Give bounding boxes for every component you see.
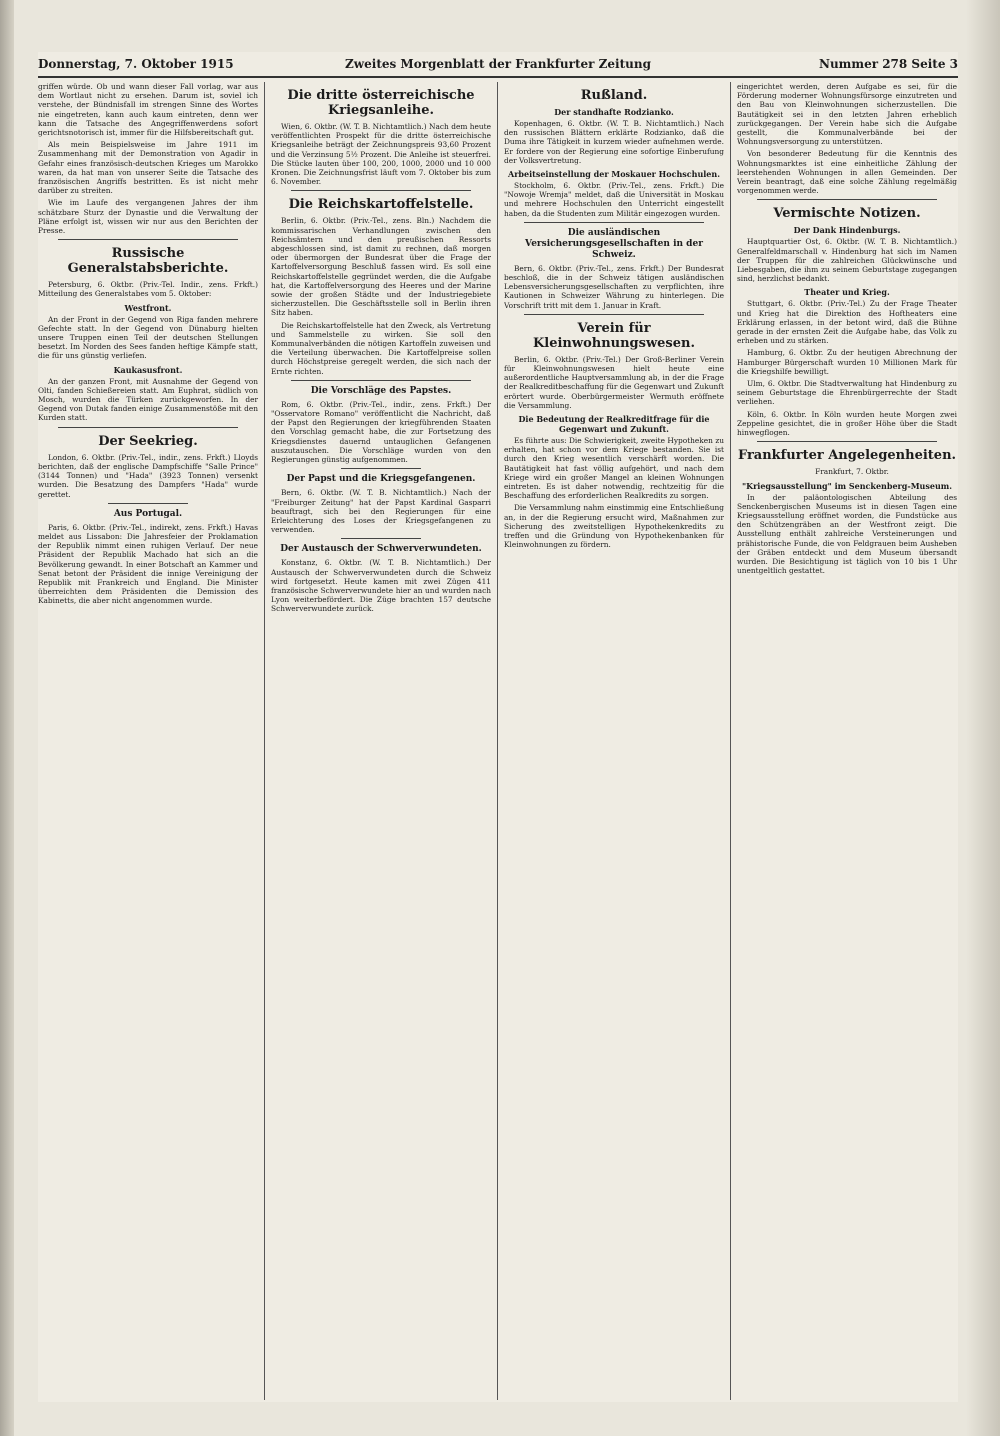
masthead (38, 52, 958, 78)
article-text: Stuttgart, 6. Oktbr. (Priv.-Tel.) Zu der Frage Theater und Krieg hat die Direktion des Hoftheaters eine Erklärung erlassen, in der betont wird, daß die Bühne gerade in der ernsten Zeit die Aufgabe habe, das Volk zu erheben und zu stärken. (737, 299, 957, 346)
article-heading: Der Austausch der Schwerverwundeten. (280, 544, 482, 555)
divider (108, 503, 188, 504)
article-text: Als mein Beispielsweise im Jahre 1911 im Zusammenhang mit der Demonstration von Agadir in Gefahr eines französisch-deutschen Krieges um Marokko waren, da hat man von unserer Seite die Tatsache des französischen Angriffs bestritten. Es ist nicht mehr darüber zu streiten. (38, 140, 258, 196)
article-text: eingerichtet werden, deren Aufgabe es sei, für die Förderung moderner Wohnungsfürsorge einzutreten und den Bau von Kleinwohnungen sicherzustellen. Die Bautätigkeit sei in den letzten Jahren erheblich zurückgegangen. Der Verein habe sich die Aufgabe gestellt, die Kommunalverbände bei der Wohnungsversorgung zu unterstützen. (737, 82, 957, 147)
masthead-date: Donnerstag, 7. Oktober 1915 (38, 57, 234, 71)
page-edge (966, 0, 1000, 1436)
divider (757, 441, 937, 442)
divider (58, 239, 238, 240)
article-heading: Der Papst und die Kriegsgefangenen. (286, 474, 476, 485)
column-1 (38, 82, 258, 1400)
article-text: Von besonderer Bedeutung für die Kenntnis des Wohnungsmarktes ist eine einheitliche Zählung der leerstehenden Wohnungen in allen Gemeinden. Der Verein beantragt, daß eine solche Zählung regelmäßig vorgenommen werde. (737, 149, 957, 196)
article-text: Die Versammlung nahm einstimmig eine Entschließung an, in der die Regierung ersucht wird, Maßnahmen zur Sicherung des zweitstelligen Hypothekenkredits zu treffen und die Gründung von Hypothekenbanken für Kleinwohnungen zu fördern. (504, 503, 724, 550)
dateline: Petersburg, 6. Oktbr. (Priv.-Tel. Indir., zens. Frkft.) Mitteilung des Generalstabes vom 5. Oktober: (38, 280, 258, 299)
article-text: Es führte aus: Die Schwierigkeit, zweite Hypotheken zu erhalten, hat schon vor dem Kriege bestanden. Sie ist durch den Krieg wesentlich verschärft worden. Die Bautätigkeit hat fast völlig aufgehört, und nach dem Kriege wird ein großer Mangel an kleinen Wohnungen eintreten. Es ist daher notwendig, rechtzeitig für die Beschaffung des erforderlichen Realkredits zu sorgen. (504, 436, 724, 501)
article-text: Stockholm, 6. Oktbr. (Priv.-Tel., zens. Frkft.) Die "Nowoje Wremja" meldet, daß die Universität in Moskau und mehrere Hochschulen den Unterricht eingestellt haben, da die Studenten zum Militär eingezogen wurden. (504, 181, 724, 218)
article-text: Hamburg, 6. Oktbr. Zu der heutigen Abrechnung der Hamburger Bürgerschaft wurden 10 Millionen Mark für die Kriegshilfe bewilligt. (737, 348, 957, 376)
article-heading: Vermischte Notizen. (773, 206, 921, 222)
divider (291, 380, 471, 381)
article-heading: Der Seekrieg. (98, 433, 198, 449)
column-rule (264, 82, 265, 1400)
article-heading: Frankfurter Angelegenheiten. (737, 448, 957, 464)
article-heading: Die Vorschläge des Papstes. (310, 385, 452, 396)
divider (524, 314, 704, 315)
article-heading: Rußland. (580, 88, 648, 103)
column-rule (730, 82, 731, 1400)
column-3 (504, 82, 724, 1400)
article-text: Kopenhagen, 6. Oktbr. (W. T. B. Nichtamtlich.) Nach den russischen Blättern erklärte Rodzianko, daß die Duma ihre Tätigkeit in kurzem wieder aufnehmen werde. Er fordere von der Regierung eine sofortige Einberufung der Volksvertretung. (504, 119, 724, 165)
column-2 (271, 82, 491, 1400)
newspaper-page (38, 52, 958, 1402)
masthead-title: Zweites Morgenblatt der Frankfurter Zeitung (345, 57, 651, 71)
column-4 (737, 82, 957, 1400)
section-subheading: Die Bedeutung der Realkreditfrage für die Gegenwart und Zukunft. (518, 414, 710, 435)
article-text: London, 6. Oktbr. (Priv.-Tel., indir., zens. Frkft.) Lloyds berichten, daß der englische Dampfschiffe "Salle Prince" (3144 Tonnen) und "Hada" (3923 Tonnen) versenkt wurden. Die Besatzung des Dampfers "Hada" wurde gerettet. (38, 452, 258, 499)
section-subheading: Arbeitseinstellung der Moskauer Hochschulen. (508, 169, 720, 180)
article-text: Bern, 6. Oktbr. (W. T. B. Nichtamtlich.) Nach der "Freiburger Zeitung" hat der Papst Kardinal Gasparri beauftragt, sich bei den Regierungen für eine Erleichterung des Loses der Kriegsgefangenen zu verwenden. (271, 488, 491, 535)
article-heading: Verein für Kleinwohnungswesen. (532, 320, 695, 351)
article-text: Paris, 6. Oktbr. (Priv.-Tel., indirekt, zens. Frkft.) Havas meldet aus Lissabon: Die Jahresfeier der Proklamation der Republik nimmt einen ruhigen Verlauf. Der neue Präsident der Republik Machado hat sich an die Bevölkerung gewandt. In einer Botschaft an Kammer und Senat betont der Präsident die innige Vereinigung der Republik mit Frankreich und England. Die Minister überreichten dem Präsidenten die Demission des Kabinetts, die aber nicht angenommen wurde. (38, 522, 258, 606)
article-heading: Aus Portugal. (113, 508, 183, 519)
article-heading: Die Reichskartoffelstelle. (288, 197, 474, 213)
book-spine (0, 0, 14, 1436)
section-subheading: Kaukasusfront. (113, 364, 183, 375)
article-text: Berlin, 6. Oktbr. (Priv.-Tel., zens. Bln.) Nachdem die kommissarischen Verhandlungen zwischen den Reichsämtern und den preußischen Ressorts abgeschlossen sind, ist damit zu rechnen, daß morgen oder übermorgen der Bundesrat über die Frage der Kartoffelversorgung Beschluß fassen wird. Es soll eine Reichskartoffelstelle gegründet werden, die die Aufgabe hat, die Kartoffelversorgung des Heeres und der Marine sowie der großen Städte und der Industriegebiete sicherzustellen. Die Geschäftsstelle soll in Berlin ihren Sitz haben. (271, 216, 491, 318)
divider (341, 468, 421, 469)
divider (757, 199, 937, 200)
article-text: Wie im Laufe des vergangenen Jahres der ihm schätzbare Sturz der Dynastie und die Verwaltung der Pläne erfolgt ist, wissen wir nur aus den Berichten der Presse. (38, 198, 258, 236)
section-subheading: Westfront. (124, 302, 172, 313)
article-text: Wien, 6. Oktbr. (W. T. B. Nichtamtlich.) Nach dem heute veröffentlichten Prospekt für die dritte österreichische Kriegsanleihe beträgt der Zeichnungspreis 93,60 Prozent und die Verzinsung 5½ Prozent. Die Anleihe ist steuerfrei. Die Stücke lauten über 100, 200, 1000, 2000 und 10 000 Kronen. Die Zeichnungsfrist läuft vom 7. Oktober bis zum 6. November. (271, 122, 491, 187)
article-text: Rom, 6. Oktbr. (Priv.-Tel., indir., zens. Frkft.) Der "Osservatore Romano" veröffentlicht die Nachricht, daß der Papst den Regierungen der kriegführenden Staaten den Vorschlag gemacht habe, die zur Fortsetzung des Kriegsdienstes dauernd untauglichen Gefangenen auszutauschen. Die Vorschläge wurden von den Regierungen günstig aufgenommen. (271, 399, 491, 465)
masthead-page-number: Nummer 278 Seite 3 (818, 57, 958, 71)
dateline: Frankfurt, 7. Oktbr. (815, 467, 889, 477)
article-text: Hauptquartier Ost, 6. Oktbr. (W. T. B. Nichtamtlich.) Generalfeldmarschall v. Hindenburg hat sich im Namen der Truppen für die zahlreichen Glückwünsche und Liebesgaben, die ihm zu seinem Geburtstage zugegangen sind, herzlichst bedankt. (737, 237, 957, 284)
article-heading: Die ausländischen Versicherungsgesellschaften in der Schweiz. (525, 227, 703, 260)
article-heading: Russische Generalstabsberichte. (67, 246, 229, 277)
section-subheading: Theater und Krieg. (804, 287, 890, 298)
article-text: Ulm, 6. Oktbr. Die Stadtverwaltung hat Hindenburg zu seinem Geburtstage die Ehrenbürgerrechte der Stadt verliehen. (737, 379, 957, 407)
article-text: Bern, 6. Oktbr. (Priv.-Tel., zens. Frkft.) Der Bundesrat beschloß, die in der Schweiz tätigen ausländischen Lebensversicherungsgesellschaften zu verpflichten, ihre Kautionen in Schweizer Währung zu hinterlegen. Die Vorschrift tritt mit dem 1. Januar in Kraft. (504, 263, 724, 310)
divider (291, 190, 471, 191)
article-text: Die Reichskartoffelstelle hat den Zweck, als Vertretung und Sammelstelle zu wirken. Sie soll den Kommunalverbänden die nötigen Kartoffeln zuweisen und die Verteilung überwachen. Die Kartoffelpreise sollen durch Höchstpreise geregelt werden, die sich nach der Ernte richten. (271, 320, 491, 376)
divider (524, 222, 704, 223)
section-subheading: Der Dank Hindenburgs. (793, 225, 901, 236)
article-text: In der paläontologischen Abteilung des Senckenbergischen Museums ist in diesen Tagen eine Kriegsausstellung eröffnet worden, die Fundstücke aus den Schützengräben an der Westfront zeigt. Die Ausstellung enthält zahlreiche Versteinerungen und prähistorische Funde, die von Feldgrauen beim Ausheben der Gräben entdeckt und dem Museum übersandt wurden. Die Besichtigung ist täglich von 10 bis 1 Uhr unentgeltlich gestattet. (737, 492, 957, 576)
column-rule (497, 82, 498, 1400)
article-heading: Die dritte österreichische Kriegsanleihe. (287, 88, 475, 118)
divider (58, 427, 238, 428)
article-text: griffen würde. Ob und wann dieser Fall vorlag, war aus dem Wortlaut nicht zu ersehen. Darum ist, soviel ich verstehe, der Bündnisfall im strengen Sinne des Wortes nie eingetreten, kann auch kaum eintreten, denn wer kann die Tatsache des Angegriffenwerdens sofort gerichtsnotorisch ist, immer für die Hilfsbereitschaft gut. (38, 82, 258, 138)
article-text: Berlin, 6. Oktbr. (Priv.-Tel.) Der Groß-Berliner Verein für Kleinwohnungswesen hielt heute eine außerordentliche Hauptversammlung ab, in der die Frage der Realkreditbeschaffung für die Gegenwart und Zukunft erörtert wurde. Oberbürgermeister Wermuth eröffnete die Versammlung. (504, 354, 724, 410)
section-subheading: "Kriegsausstellung" im Senckenberg-Museum. (741, 480, 953, 491)
section-subheading: Der standhafte Rodzianko. (554, 107, 674, 117)
article-text: Konstanz, 6. Oktbr. (W. T. B. Nichtamtlich.) Der Austausch der Schwerverwundeten durch die Schweiz wird fortgesetzt. Heute kamen mit zwei Zügen 411 französische Schwerverwundete hier an und wurden nach Lyon weiterbefördert. Die Züge brachten 157 deutsche Schwerverwundete zurück. (271, 558, 491, 614)
article-text: An der ganzen Front, mit Ausnahme der Gegend von Olti, fanden Schießereien statt. Am Euphrat, südlich von Mosch, wurden die Türken zurückgeworfen. In der Gegend von Dutak fanden einige Zusammenstöße mit den Kurden statt. (38, 376, 258, 423)
article-text: Köln, 6. Oktbr. In Köln wurden heute Morgen zwei Zeppeline gesichtet, die in großer Höhe über die Stadt hinwegflogen. (737, 409, 957, 438)
article-text: An der Front in der Gegend von Riga fanden mehrere Gefechte statt. In der Gegend von Dünaburg hielten unsere Truppen einen Teil der deutschen Stellungen besetzt. Im Norden des Sees fanden heftige Kämpfe statt, die für uns günstig verliefen. (38, 314, 258, 361)
divider (341, 538, 421, 539)
